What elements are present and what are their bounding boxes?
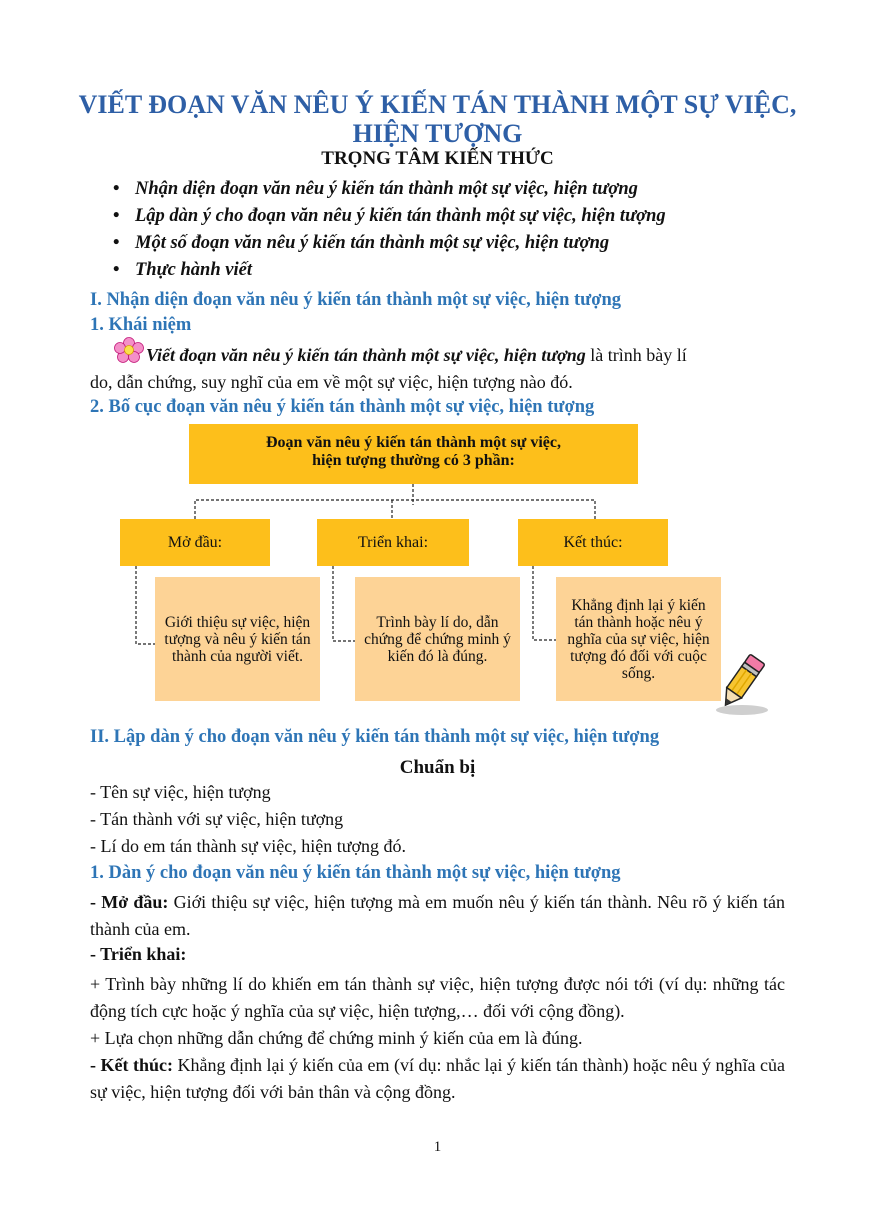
- outline-body-item-1: + Trình bày những lí do khiến em tán thành sự việc, hiện tượng được nói tới (ví dụ: những tác động tích cực hoặc ý nghĩa của sự việc, hiện tượng,… đối với cộng đồng).: [90, 974, 785, 1021]
- focus-point: • Nhận diện đoạn văn nêu ý kiến tán thành một sự việc, hiện tượng: [113, 176, 666, 203]
- prep-item: - Tên sự việc, hiện tượng: [90, 782, 271, 802]
- prep-title: Chuẩn bị: [399, 757, 476, 778]
- diagram-part-end-desc: Khẳng định lại ý kiến tán thành hoặc nêu ý nghĩa của sự việc, hiện tượng đó đối với cuộc sống.: [556, 577, 721, 701]
- diagram-part-body-label: Triển khai:: [317, 519, 469, 566]
- outline-intro: [90, 889, 785, 943]
- focus-point: • Một số đoạn văn nêu ý kiến tán thành một sự việc, hiện tượng: [113, 230, 666, 257]
- outline-body-label: - Triển khai:: [90, 944, 187, 964]
- outline-end-label: - Kết thúc:: [90, 1055, 173, 1075]
- diagram-main-line-1: Đoạn văn nêu ý kiến tán thành một sự việc,: [266, 434, 561, 451]
- section-1-heading: I. Nhận diện đoạn văn nêu ý kiến tán thành một sự việc, hiện tượng: [90, 290, 622, 310]
- outline-intro-label: - Mở đầu:: [90, 892, 169, 912]
- section-2-sub-1: 1. Dàn ý cho đoạn văn nêu ý kiến tán thành một sự việc, hiện tượng: [90, 863, 621, 883]
- diagram-part-body-desc: Trình bày lí do, dẫn chứng để chứng minh ý kiến đó là đúng.: [355, 577, 520, 701]
- diagram-part-intro-label: Mở đầu:: [120, 519, 270, 566]
- definition-line-2: do, dẫn chứng, suy nghĩ của em về một sự việc, hiện tượng nào đó.: [90, 372, 573, 392]
- focus-points-list: [113, 176, 666, 284]
- section-1-sub-2: 2. Bố cục đoạn văn nêu ý kiến tán thành một sự việc, hiện tượng: [90, 397, 595, 417]
- definition-rest: là trình bày lí: [585, 345, 687, 365]
- outline-intro-text: Giới thiệu sự việc, hiện tượng mà em muốn nêu ý kiến tán thành. Nêu rõ ý kiến tán thành của em.: [90, 892, 785, 939]
- focus-point: • Thực hành viết: [113, 257, 666, 284]
- definition-paragraph: [90, 342, 785, 369]
- definition-term: Viết đoạn văn nêu ý kiến tán thành một sự việc, hiện tượng: [146, 345, 586, 365]
- prep-item: - Tán thành với sự việc, hiện tượng: [90, 809, 344, 829]
- diagram-main-line-2: hiện tượng thường có 3 phần:: [312, 452, 515, 469]
- diagram-part-end-label: Kết thúc:: [518, 519, 668, 566]
- document-title: VIẾT ĐOẠN VĂN NÊU Ý KIẾN TÁN THÀNH MỘT SỰ VIỆC, HIỆN TƯỢNG: [78, 90, 797, 148]
- section-2-heading: II. Lập dàn ý cho đoạn văn nêu ý kiến tán thành một sự việc, hiện tượng: [90, 727, 660, 747]
- focus-point: • Lập dàn ý cho đoạn văn nêu ý kiến tán thành một sự việc, hiện tượng: [113, 203, 666, 230]
- section-subtitle: TRỌNG TÂM KIẾN THỨC: [321, 148, 554, 169]
- outline-end: [90, 1052, 785, 1106]
- outline-body-item-2: + Lựa chọn những dẫn chứng để chứng minh ý kiến của em là đúng.: [90, 1028, 583, 1048]
- diagram-main-box: [189, 424, 638, 484]
- page-number: 1: [433, 1139, 442, 1155]
- diagram-part-intro-desc: Giới thiệu sự việc, hiện tượng và nêu ý kiến tán thành của người viết.: [155, 577, 320, 701]
- prep-item: - Lí do em tán thành sự việc, hiện tượng đó.: [90, 836, 406, 856]
- section-1-sub-1: 1. Khái niệm: [90, 315, 192, 335]
- pencil-icon: [712, 650, 770, 716]
- outline-end-text: Khẳng định lại ý kiến của em (ví dụ: nhắc lại ý kiến tán thành) hoặc nêu ý nghĩa của sự việc, hiện tượng đối với bản thân và cộng đồng.: [90, 1055, 785, 1102]
